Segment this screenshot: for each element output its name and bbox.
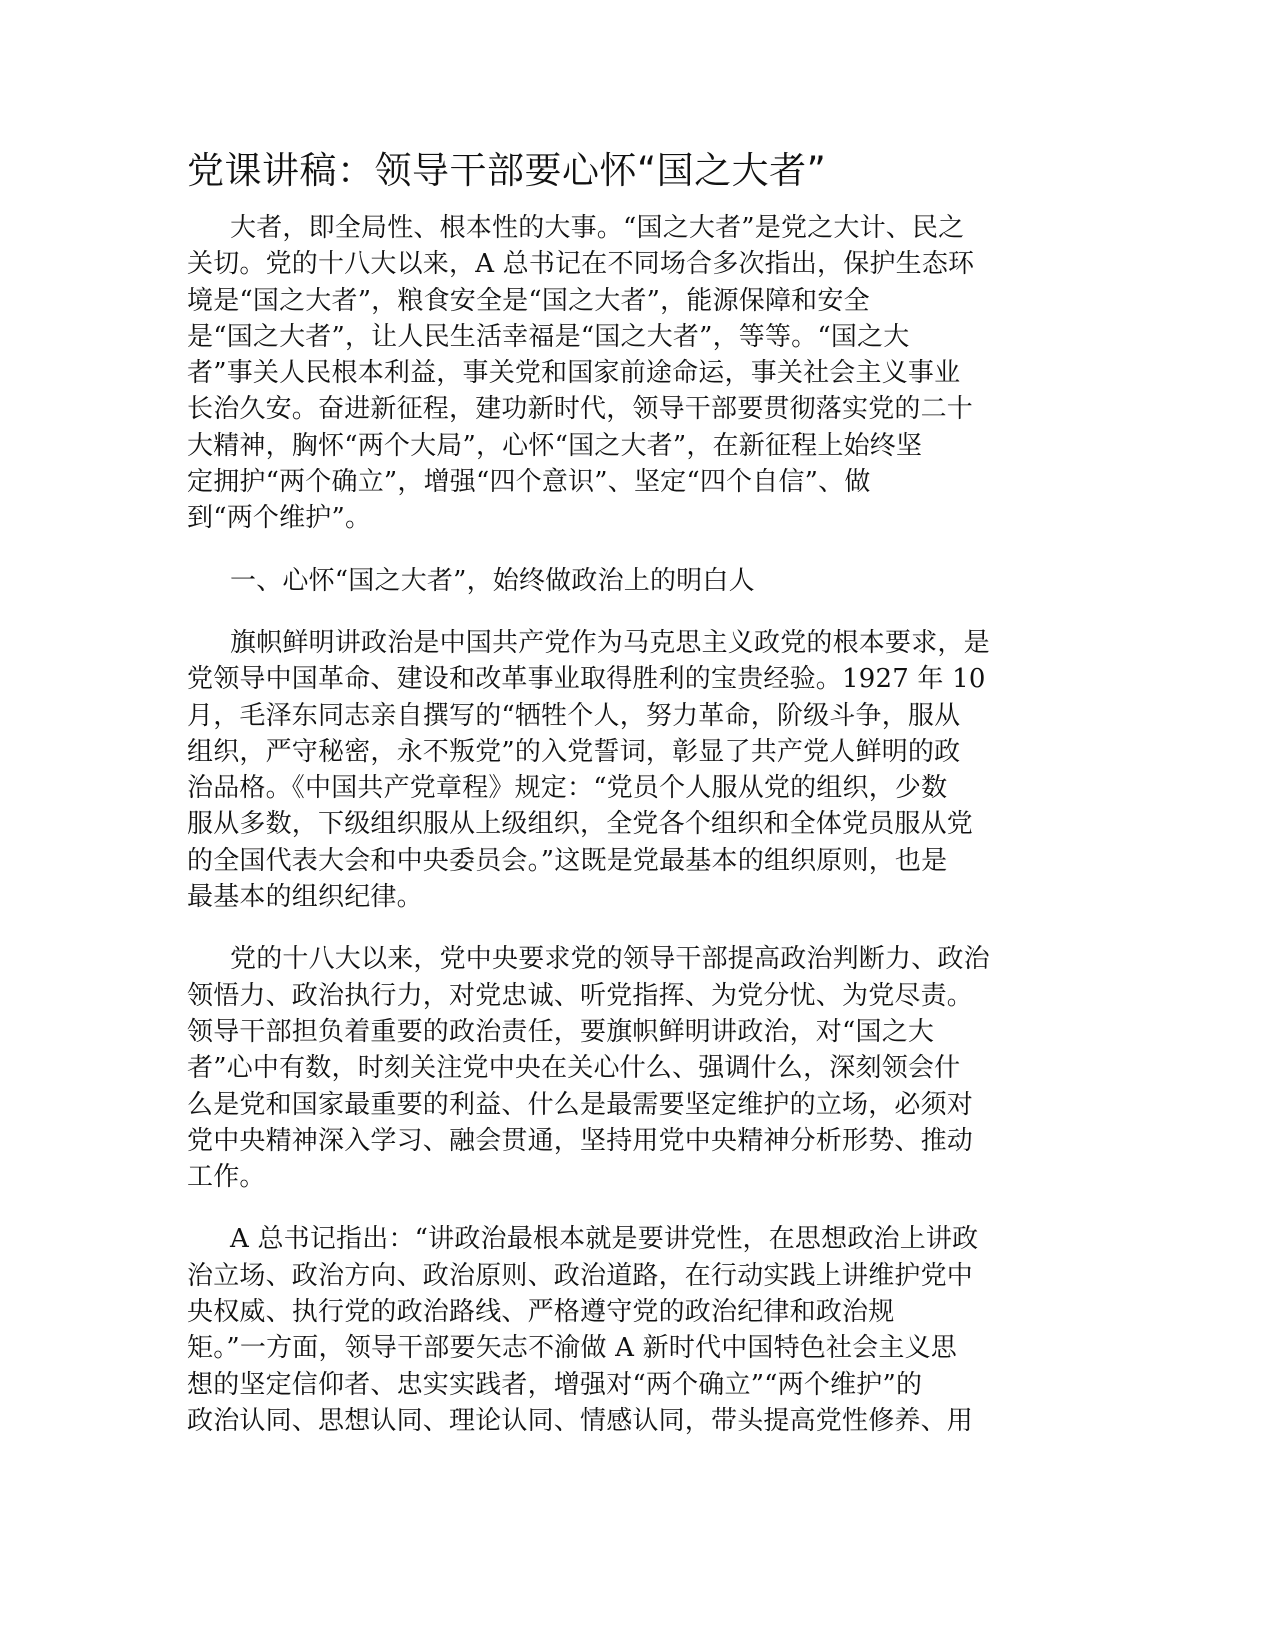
text-line: 领导干部担负着重要的政治责任，要旗帜鲜明讲政治，对“国之大 bbox=[187, 1016, 935, 1047]
text-line: 一、心怀“国之大者”，始终做政治上的明白人 bbox=[230, 565, 755, 596]
text-line: 想的坚定信仰者、忠实实践者，增强对“两个确立”“两个维护”的 bbox=[187, 1369, 923, 1400]
text-line: 党领导中国革命、建设和改革事业取得胜利的宝贵经验。1927 年 10 bbox=[187, 664, 986, 695]
text-line: 治品格。《中国共产党章程》规定：“党员个人服从党的组织，少数 bbox=[187, 773, 948, 804]
paragraph bbox=[187, 1221, 1067, 1439]
text-line: 月，毛泽东同志亲自撰写的“牺牲个人，努力革命，阶级斗争，服从 bbox=[187, 700, 961, 731]
text-line: 大精神，胸怀“两个大局”，心怀“国之大者”，在新征程上始终坚 bbox=[187, 430, 923, 461]
text-line: 治立场、政治方向、政治原则、政治道路，在行动实践上讲维护党中 bbox=[187, 1260, 974, 1291]
text-line: 么是党和国家最重要的利益、什么是最需要坚定维护的立场，必须对 bbox=[187, 1089, 974, 1120]
text-line: 组织，严守秘密，永不叛党”的入党誓词，彰显了共产党人鲜明的政 bbox=[187, 736, 961, 767]
text-line: 党中央精神深入学习、融会贯通，坚持用党中央精神分析形势、推动 bbox=[187, 1125, 974, 1156]
text-line: 定拥护“两个确立”，增强“四个意识”、坚定“四个自信”、做 bbox=[187, 467, 871, 498]
text-line: 矩。”一方面，领导干部要矢志不渝做 A 新时代中国特色社会主义思 bbox=[187, 1333, 957, 1364]
text-line: 工作。 bbox=[187, 1162, 266, 1193]
paragraph bbox=[187, 941, 1067, 1195]
section-heading bbox=[187, 563, 1067, 599]
text-line: 政治认同、思想认同、理论认同、情感认同，带头提高党性修养、用 bbox=[187, 1405, 974, 1436]
text-line: 服从多数，下级组织服从上级组织，全党各个组织和全体党员服从党 bbox=[187, 809, 974, 840]
text-line: 境是“国之大者”，粮食安全是“国之大者”，能源保障和安全 bbox=[187, 285, 870, 316]
text-line: 党的十八大以来，党中央要求党的领导干部提高政治判断力、政治 bbox=[230, 944, 990, 975]
paragraph bbox=[187, 625, 1067, 915]
text-line: 到“两个维护”。 bbox=[187, 503, 372, 534]
text-line: 最基本的组织纪律。 bbox=[187, 882, 423, 913]
text-line: 的全国代表大会和中央委员会。”这既是党最基本的组织原则，也是 bbox=[187, 845, 948, 876]
text-line: A 总书记指出：“讲政治最根本就是要讲党性，在思想政治上讲政 bbox=[230, 1224, 979, 1255]
text-line: 者”事关人民根本利益，事关党和国家前途命运，事关社会主义事业 bbox=[187, 358, 961, 389]
paragraph-intro bbox=[187, 210, 1067, 537]
text-line: 是“国之大者”，让人民生活幸福是“国之大者”，等等。“国之大 bbox=[187, 321, 910, 352]
text-line: 长治久安。奋进新征程，建功新时代，领导干部要贯彻落实党的二十 bbox=[187, 394, 974, 425]
document-title: 党课讲稿：领导干部要心怀“国之大者” bbox=[187, 149, 827, 192]
text-line: 关切。党的十八大以来，A 总书记在不同场合多次指出，保护生态环 bbox=[187, 249, 975, 280]
text-line: 领悟力、政治执行力，对党忠诚、听党指挥、为党分忧、为党尽责。 bbox=[187, 980, 974, 1011]
text-line: 央权威、执行党的政治路线、严格遵守党的政治纪律和政治规 bbox=[187, 1297, 895, 1328]
text-line: 旗帜鲜明讲政治是中国共产党作为马克思主义政党的根本要求，是 bbox=[230, 627, 990, 658]
document-body bbox=[187, 146, 1067, 1465]
text-line: 者”心中有数，时刻关注党中央在关心什么、强调什么，深刻领会什 bbox=[187, 1053, 961, 1084]
text-line: 大者，即全局性、根本性的大事。“国之大者”是党之大计、民之 bbox=[230, 213, 965, 243]
